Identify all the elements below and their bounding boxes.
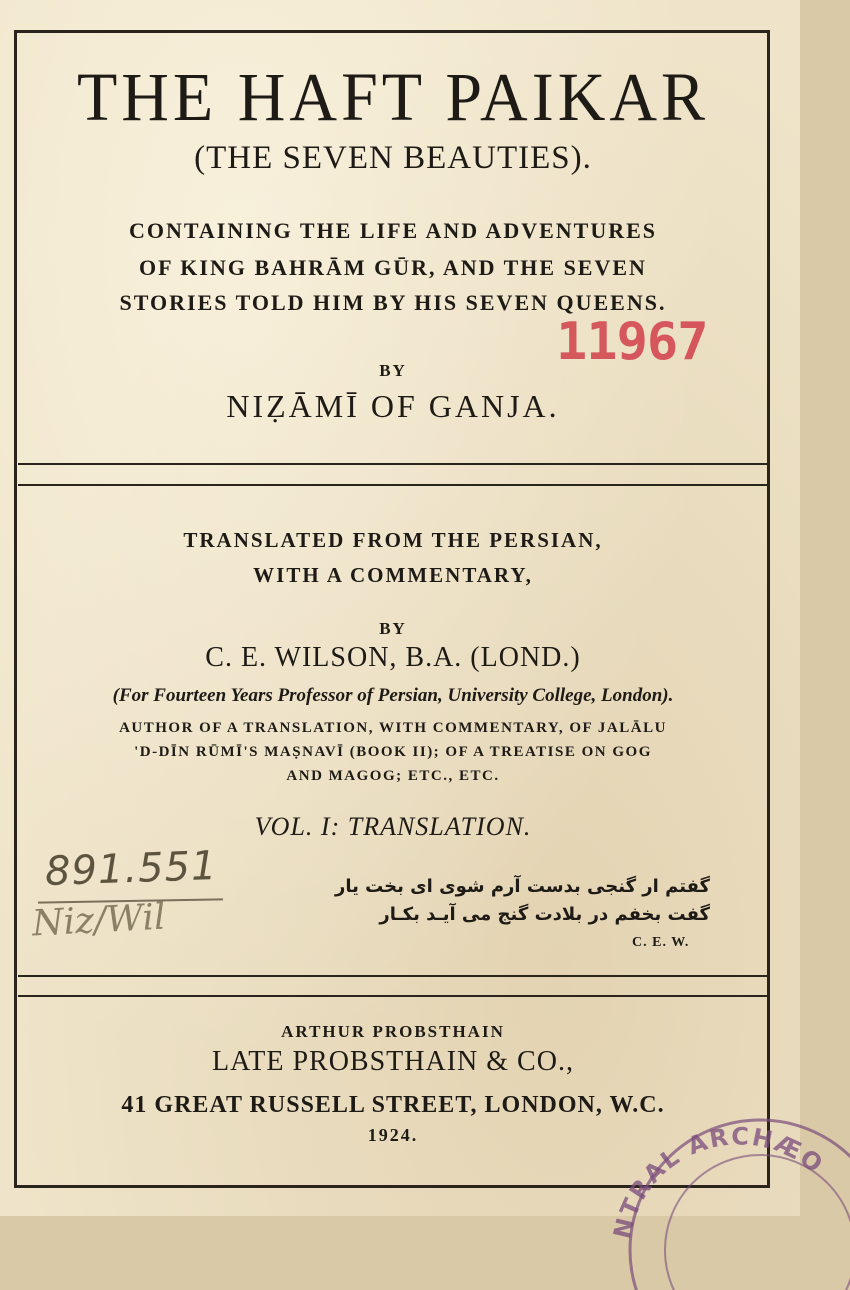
handwritten-call-number: 891.551 <box>44 843 219 895</box>
divider-1 <box>18 463 768 465</box>
publisher-line: ARTHUR PROBSTHAIN <box>281 1022 505 1041</box>
translator-name: C. E. WILSON, B.A. (LOND.) <box>205 642 581 673</box>
accession-number-stamp: 11967 <box>556 312 708 372</box>
translator-works-line: 'D-DĪN RŪMĪ'S MAṢNAVĪ (BOOK II); OF A TREATISE ON GOG <box>134 744 652 760</box>
persian-verse-line: گفتم ار گنجی بدست آرم شوی ای بخت یار <box>334 876 710 897</box>
description-line: STORIES TOLD HIM BY HIS SEVEN QUEENS. <box>119 290 667 315</box>
divider-2 <box>18 484 768 486</box>
svg-text:NTRAL ARCHÆO <box>608 1122 829 1241</box>
handwritten-shelf-mark: Niz/Wil <box>31 896 167 945</box>
author-name: NIẒĀMĪ OF GANJA. <box>226 388 560 424</box>
page-border <box>14 30 770 1188</box>
library-stamp-text: NTRAL ARCHÆO <box>608 1122 830 1242</box>
book-subtitle: (THE SEVEN BEAUTIES). <box>194 140 592 176</box>
translation-line: TRANSLATED FROM THE PERSIAN, <box>183 528 603 552</box>
publication-year: 1924. <box>367 1125 419 1145</box>
description-line: CONTAINING THE LIFE AND ADVENTURES <box>128 218 658 243</box>
divider-4 <box>18 995 768 997</box>
divider-3 <box>18 975 768 977</box>
translator-works-line: AUTHOR OF A TRANSLATION, WITH COMMENTARY, OF JALĀLU <box>119 720 667 736</box>
verse-initials: C. E. W. <box>632 935 690 950</box>
by-label: BY <box>379 361 407 380</box>
translator-works-line: AND MAGOG; ETC., ETC. <box>286 768 500 784</box>
library-stamp <box>590 1090 850 1290</box>
book-title: THE HAFT PAIKAR <box>76 59 710 136</box>
publisher-name: LATE PROBSTHAIN & CO., <box>212 1046 574 1077</box>
persian-verse-line: گفت بخفم در بلادت گنج می آیـد بکـار <box>379 904 710 925</box>
translator-note: (For Fourteen Years Professor of Persian, University College, London). <box>112 685 674 706</box>
publisher-address: 41 GREAT RUSSELL STREET, LONDON, W.C. <box>121 1092 665 1118</box>
by-label: BY <box>379 619 407 638</box>
description-line: OF KING BAHRĀM GŪR, AND THE SEVEN <box>139 255 647 280</box>
volume-label: VOL. I: TRANSLATION. <box>254 812 532 841</box>
translation-line: WITH A COMMENTARY, <box>253 563 533 587</box>
